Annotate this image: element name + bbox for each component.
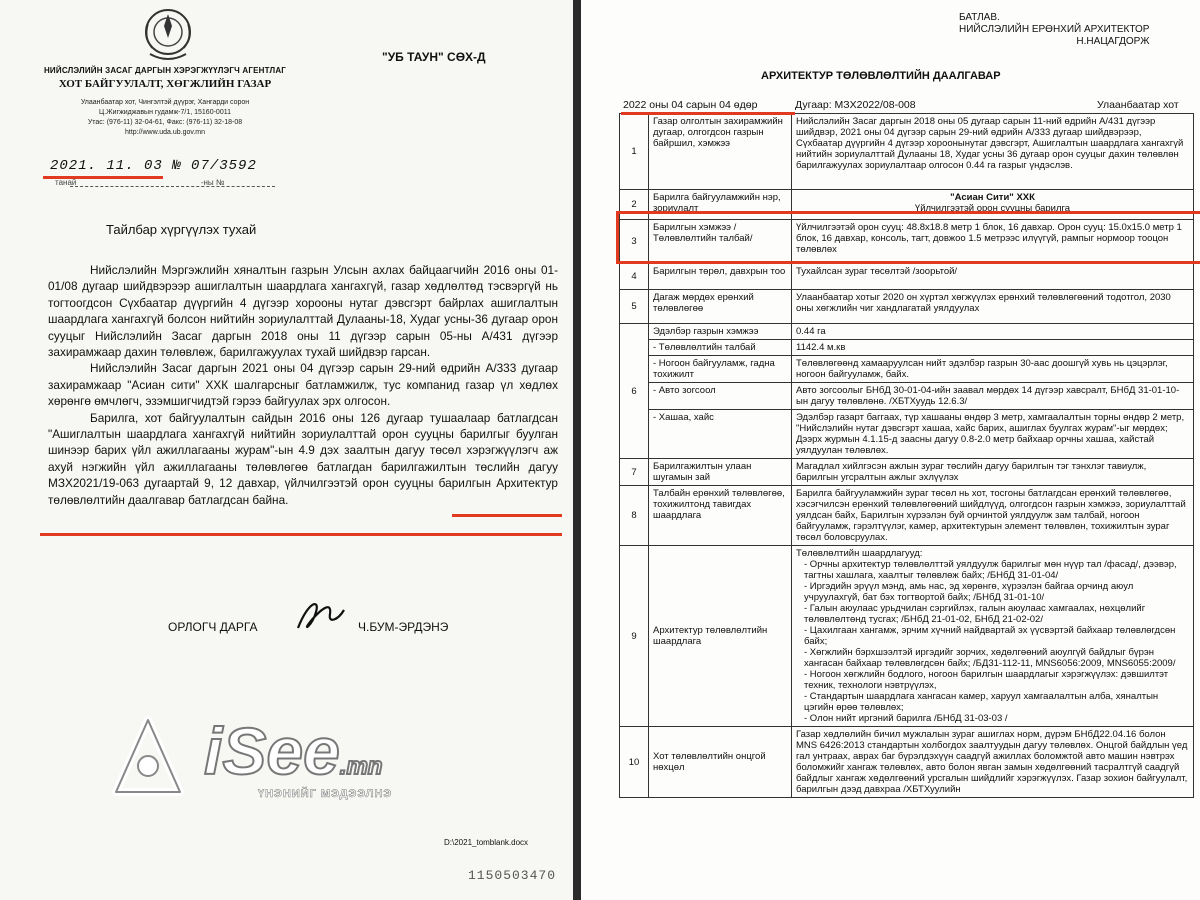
- architecture-task-page: [581, 0, 1200, 900]
- table-row: [620, 546, 1194, 727]
- approval-label: БАТЛАВ.: [959, 12, 1000, 23]
- table-row: [620, 264, 1194, 290]
- list-item: - Стандартын шаардлага хангасан камер, харуул хамгаалалтын алба, хяналтын цэгийн өрөө төлөвлөх;: [804, 691, 1159, 713]
- row-content: Тухайлсан зураг төсөлтэй /зоорьтой/: [792, 264, 1194, 290]
- address-line: http://www.uda.ub.gov.mn: [124, 129, 206, 136]
- row-name: Барилгын төрөл, давхрын тоо: [649, 264, 792, 290]
- letter-body: [48, 262, 558, 508]
- row-name: Газар олголтын захирамжийн дугаар, олгогдсон газрын байршил, хэмжээ: [649, 114, 792, 190]
- company-name: "Асиан Сити" ХХК: [950, 192, 1035, 203]
- row-content: Газар хөдлөлийн бичил мужлалын зураг ашиглах норм, дүрэм БНбД22.04.16 болон MNS 6426:2013 стандартын холбогдох заалтуудын дагуу төлөвлөх. Онцгой байдлын үед гал унтраах, аврах баг бүрэлдэхүүн саадгүй ажиллах боломжтой авто машин нэвтрэх боломжийг хангаж төлөвлөх, авто болон явган замын хөдөлгөөний тасралтгүй саадгүй байдлыг хангаж хөдөлгөөний урсгалын шийдлийг хэрэгжүүлэх. Газар зохион байгуулалт, барилгын дээд давхраа /ХБТХуулийн: [792, 727, 1194, 798]
- barcode-number: 1150503470: [468, 868, 557, 883]
- requirements-list: [796, 559, 1189, 724]
- row-number: 3: [620, 220, 649, 264]
- row-name: Архитектур төлөвлөлтийн шаардлага: [649, 546, 792, 727]
- address-line: Улаанбаатар хот, Чингэлтэй дүүрэг, Хангарди сорон: [80, 99, 250, 106]
- row-content: Төлөвлөгөөнд хамааруулсан нийт эдэлбэр газрын 30-аас доошгүй хувь нь цэцэрлэг, ногоон байгууламж, байх.: [792, 356, 1194, 383]
- document-number: Дугаар: МЗХ2022/08-008: [795, 99, 916, 111]
- requirements-heading: Төлөвлөлтийн шаардлагууд:: [796, 548, 923, 559]
- letter-subject: Тайлбар хүргүүлэх тухай: [106, 222, 257, 237]
- agency-name: ХОТ БАЙГУУЛАЛТ, ХӨГЖЛИЙН ГАЗАР: [58, 78, 272, 90]
- row-name: - Хашаа, хайс: [649, 410, 792, 459]
- list-item: - Галын аюулаас урьдчилан сэргийлэх, галын аюулаас хамгаалах, нөхцөлийг төлөвлөлтөнд тусгах; /БНбД 21-01-02, БНбД 21-02-02/: [804, 603, 1146, 625]
- recipient: "УБ ТАУН" СӨХ-Д: [382, 50, 486, 64]
- file-path: D:\2021_tomblank.docx: [444, 838, 529, 847]
- state-emblem-icon: [140, 4, 196, 64]
- address-line: Утас: (976-11) 32-04-61, Факс: (976-11) 32-18-08: [87, 119, 243, 126]
- logo-slogan: ҮНЭНИЙГ МЭДЭЭЛНЭ: [258, 788, 393, 800]
- tanai-dashed-line: [70, 186, 275, 187]
- table-row: [620, 410, 1194, 459]
- row-content: Авто зогсоолыг БНбД 30-01-04-ийн заавал мөрдөх 14 дүгээр хавсралт, БНбД 31-01-10-ын дагуу төлөвлөнө. /ХБТХуудь 12.6.3/: [792, 383, 1194, 410]
- row-number: 7: [620, 459, 649, 486]
- table-row: [620, 114, 1194, 190]
- highlight-box: [616, 211, 1200, 264]
- row-number: 2: [620, 190, 649, 220]
- row-number: 6: [620, 324, 649, 459]
- paragraph: Барилга, хот байгуулалтын сайдын 2016 оны 126 дугаар тушаалаар батлагдсан "Ашиглалтын шаардлага хангахгүй нийтийн зориулалттай орон сууцны барилгыг буулган шинээр барих үйл ажиллагааны журам"-ын 4.9 дэх заалтын дагуу төсөл хэрэгжүүлэгч аж ахуй нэгжийн үйл ажиллагааны төлөвлөгөө батлагдан барилгажилтын төслийн дагуу МЗХ2021/19-063 дугаартай 9, 12 давхар, үйлчилгээтэй орон сууцны барилгын Архитектур төлөвлөлтийн даалгавар батлагдсан байна.: [48, 410, 558, 507]
- registration-line: [50, 158, 257, 174]
- registration-number: № 07/3592: [172, 158, 257, 174]
- row-name: - Ногоон байгууламж, гадна тохижилт: [649, 356, 792, 383]
- highlight-underline: [452, 514, 562, 517]
- address-line: Ц.Жигжиджавын гудамж-7/1, 15160-0011: [99, 109, 231, 116]
- row-number: 10: [620, 727, 649, 798]
- row-number: 8: [620, 486, 649, 546]
- paragraph: Нийслэлийн Засаг даргын 2021 оны 04 дүгээр сарын 29-ний өдрийн А/333 дугаар захирамжаар "Асиан сити" ХХК шалгарсныг батламжилж, тус компанид газар үл хөдлөх хөрөнгө өмчлөгч, эзэмшигчидтэй гэрээ байгуулах эрх олгосон.: [48, 361, 558, 409]
- list-item: - Цахилгаан хангамж, эрчим хүчний найдвартай эх үүсвэртэй байхаар төлөвлөгдсөн байх;: [804, 625, 1176, 647]
- highlight-underline: [621, 112, 795, 115]
- row-name: Барилгажилтын улаан шугамын зай: [649, 459, 792, 486]
- row-name: Талбайн ерөнхий төлөвлөгөө, тохижилтонд тавигдах шаардлага: [649, 486, 792, 546]
- table-row: [620, 356, 1194, 383]
- table-row: [620, 727, 1194, 798]
- row-content: Улаанбаатар хотыг 2020 он хүртэл хөгжүүлэх ерөнхий төлөвлөгөөний тодотгол, 2030 оны хөгжлийн чиг хандлагатай уялдуулах: [792, 290, 1194, 324]
- row-name: Хот төлөвлөлтийн онцгой нөхцөл: [649, 727, 792, 798]
- table-row: [620, 340, 1194, 356]
- logo-wordmark: iSee: [204, 714, 340, 788]
- row-content: Нийслэлийн Засаг даргын 2018 оны 05 дугаар сарын 11-ний өдрийн А/431 дүгээр шийдвэр, 2021 оны 04 дүгээр сарын 29-ний өдрийн А/333 дугаар шийдвэрээр, Сүхбаатар дүүргийн 4 дүгээр хороонынутаг дэвсгэрт, Ашиглалтын шаардлага хангахгүй нийтийн зориулалттай Дулааны 18, Худаг усны 36 дугаар орон сууцыг дахин төлөвлөн барилгажуулах зориулалтаар олгосон 0.44 га газрыг үндэслэв.: [792, 114, 1194, 190]
- agency-address: [40, 98, 290, 138]
- table-row: [620, 486, 1194, 546]
- row-name: - Авто зогсоол: [649, 383, 792, 410]
- official-letter-page: [0, 0, 573, 900]
- document-city: Улаанбаатар хот: [1097, 99, 1179, 111]
- row-content: [792, 546, 1194, 727]
- registration-date: 2021. 11. 03: [50, 158, 163, 174]
- row-content: Эдэлбэр газарт баггаах, түр хашааны өндөр 3 метр, хамгаалалтын торны өндөр 2 метр, "Нийслэлийн нутаг дэвсгэрт хашаа, хайс барих, ашиглах буулгах журам"-ыг мөрдөх; Дээрх журмын 4.1.15-д заасны дагуу 0.8-2.0 метр байхаар орчны хашаа, хайстай уялдуулан төлөвлөх.: [792, 410, 1194, 459]
- row-name: Барилга байгууламжийн нэр, зориулалт: [649, 190, 792, 220]
- signatory-title: ОРЛОГЧ ДАРГА: [168, 620, 258, 634]
- row-name: Дагаж мөрдөх ерөнхий төлөвлөгөө: [649, 290, 792, 324]
- table-row: [620, 459, 1194, 486]
- agency-parent-name: НИЙСЛЭЛИЙН ЗАСАГ ДАРГЫН ХЭРЭГЖҮҮЛЭГЧ АГЕНТЛАГ: [43, 66, 287, 75]
- isee-watermark-logo: [108, 712, 418, 802]
- row-number: 4: [620, 264, 649, 290]
- list-item: - Орчны архитектур төлөвлөлттэй уялдуулж барилгыг мөн нүүр тал /фасад/, дээвэр, тагтны хашлага, хаалтыг төлөвлөж байх; /БНбД 31-01-04/: [804, 559, 1177, 581]
- approval-position: НИЙСЛЭЛИЙН ЕРӨНХИЙ АРХИТЕКТОР: [959, 24, 1150, 35]
- table-row: [620, 383, 1194, 410]
- signatory-name: Ч.БУМ-ЭРДЭНЭ: [358, 620, 449, 634]
- paragraph: Нийслэлийн Мэргэжлийн хяналтын газрын Улсын ахлах байцаагчийн 2016 оны 01-01/08 дугаар шийдвэрээр ашиглалтын шаардлага хангахгүй, газар хөдлөлтөд тэсвэргүй нь тогтоогдсон Сүхбаатар дүүргийн 4 дүгээр хорооны нутаг дэвсгэрт байрлах ашиглалтын шаардлага хангахгүй болсон нийтийн зориулалттай Дулааны-18, Худаг усны-36 дугаар орон сууцыг Нийслэлийн Засаг даргын 2018 оны 11 дүгээр сарын 05-ны А/431 дүгээр захирамжаар дахин төлөвлөж, барилгажуулах тухай шийдвэр гарсан.: [48, 263, 558, 360]
- tanai-label: танай: [55, 178, 77, 187]
- list-item: - Хөгжлийн бэрхшээлтэй иргэдийг зорчих, хөдөлгөөний аюулгүй байдлыг бүрэн хангасан байхаар төлөвлөгдсөн байх; /БД31-112-11, MNS6056:2009, MNS6055:2009/: [804, 647, 1176, 669]
- row-content: Үйлчилгээтэй орон сууц: 48.8х18.8 метр 1 блок, 16 давхар. Орон сууц: 15.0х15.0 метр 1 блок, 16 давхар, консоль, тагт, довжоо 1.5 метрээс илүүгүй, рампыг нормоор тооцон төлөвлөх: [792, 220, 1194, 264]
- isee-emblem-icon: [108, 712, 188, 802]
- row-content: 1142.4 м.кв: [792, 340, 1194, 356]
- table-row: [620, 324, 1194, 340]
- highlight-underline: [40, 533, 562, 536]
- row-number: 5: [620, 290, 649, 324]
- row-content: Барилга байгууламжийн зураг төсөл нь хот, тосгоны батлагдсан ерөнхий төлөвлөгөө, хэсэгчилсэн ерөнхий төлөвлөгөөний шийдлүүд, олгогдсон газрын хэмжээ, зориулалттай уялдсан байх, Барилгын хүрээлэн буй орчинтой уялдуулж зам талбай, ногоон байгууламж, гэрэлтүүлэг, камер, архитектурын элемент төлөвлөн, тохижилтын зураг төсөл боловсруулах.: [792, 486, 1194, 546]
- approval-block: [959, 12, 1149, 48]
- tanai-no-label: -ны №: [200, 178, 225, 187]
- list-item: - Ногоон хөгжлийн бодлого, ногоон барилгын шаардлагыг хэрэгжүүлэх: дэвшилтэт техник, технологи нэвтрүүлэх,: [804, 669, 1169, 691]
- row-content: Магадлал хийлгэсэн ажлын зураг төслийн дагуу барилгын тэг тэнхлэг тавиулж, барилгын угсралтын ажлыг эхлүүлэх: [792, 459, 1194, 486]
- signature-icon: [290, 592, 350, 638]
- approval-name: Н.НАЦАГДОРЖ: [1076, 36, 1150, 47]
- row-number: 1: [620, 114, 649, 190]
- row-content: 0.44 га: [792, 324, 1194, 340]
- row-number: 9: [620, 546, 649, 727]
- row-name: - Төлөвлөлтийн талбай: [649, 340, 792, 356]
- logo-suffix: .mn: [339, 753, 383, 780]
- table-row: [620, 290, 1194, 324]
- row-name: Барилгын хэмжээ /Төлөвлөлтийн талбай/: [649, 220, 792, 264]
- document-title: АРХИТЕКТУР ТӨЛӨВЛӨЛТИЙН ДААЛГАВАР: [761, 70, 1001, 82]
- list-item: - Иргэдийн эрүүл мэнд, амь нас, эд хөрөнгө, хүрээлэн байгаа орчинд аюул учруулахгүй, бат бэх тогтвортой байх; /БНбД 31-01-10/: [804, 581, 1134, 603]
- list-item: - Олон нийт иргэний барилга /БНбД 31-03-03 /: [804, 713, 1008, 724]
- row-name: Эдэлбэр газрын хэмжээ: [649, 324, 792, 340]
- building-purpose: Үйлчилгээтэй орон сууцны барилга: [914, 203, 1071, 214]
- document-date: 2022 оны 04 сарын 04 өдөр: [623, 99, 758, 111]
